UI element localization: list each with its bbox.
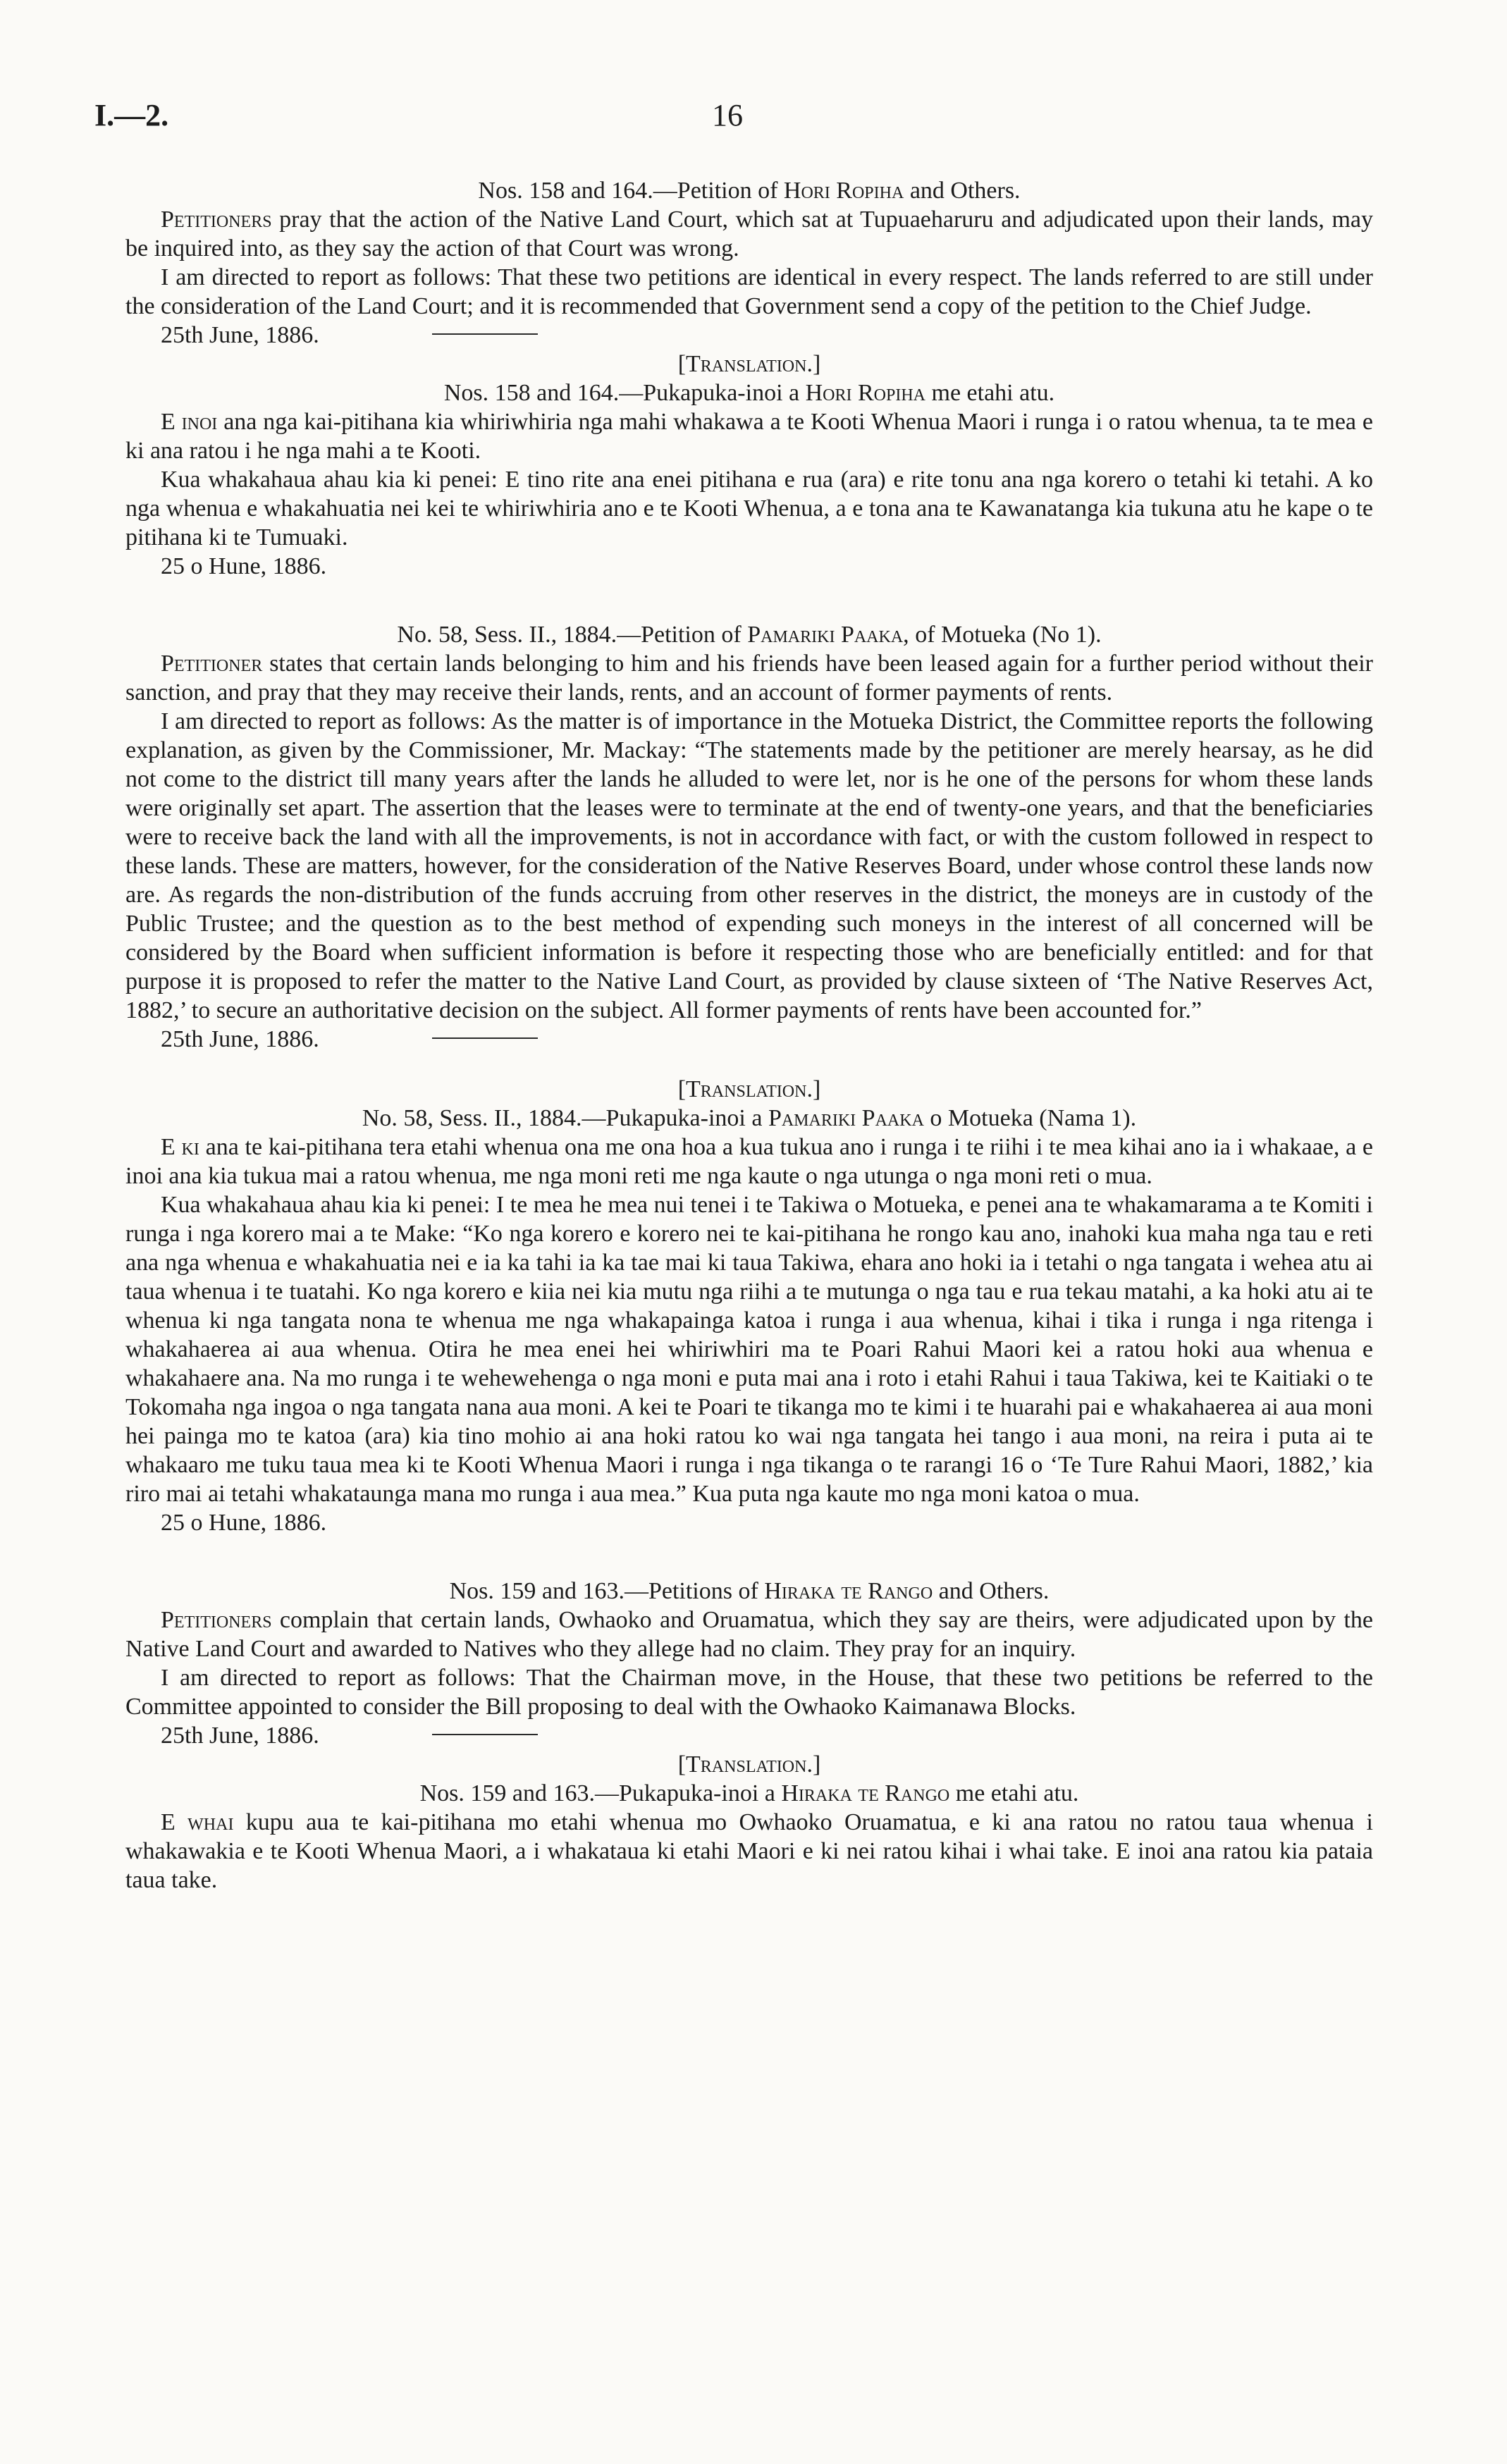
heading-suffix: o Motueka (Nama 1). <box>930 1105 1137 1131</box>
translation-report-paragraph: Kua whakahaua ahau kia ki penei: I te mea he mea nui tenei i te Takiwa o Motueka, e penei ana te whakamarama a te Komiti i runga i nga korero mai a te Make: “Ko nga korero e korero nei te kai-pitihana he rongo kau ano, inahoki kua maha nga tau e reti ana nga whenua e whakahuatia nei e ia ka tahi ia ka tae mai ki taua Takiwa, ehara ano hoki ia i tetahi o nga tangata i wehea atu ai taua whenua i te tuatahi. Ko nga korero e kiia nei kia mutu nga riihi a te mutunga o nga tau e rua tekau matahi, a ka hoki atu ai te whenua ki nga tangata nona te whenua me nga whakapainga katoa i runga i aua whenua, kihai i tika i runga i nga ritenga i whakahaerea ai aua whenua. Otira he mea enei hei whiriwhiri ma te Poari Rahui Maori kei a ratou hoki aua whenua e whakahaere ana. Na mo runga i te wehewehenga o nga moni e puta mai ana i roto i etahi Rahui i taua Takiwa, kei te Kaitiaki o te Tokomaha nga ingoa o nga tangata nana aua moni. A kei te Poari te tikanga mo te kimi i te huarahi pai e whakahaerea ai aua moni hei painga mo te katoa (ara) kia tino mohio ai ana hoki ratou ko wai nga tangata hei tango i aua moni, na reira i puta ai te whakaaro me tuku taua mea ki te Kooti Whenua Maori i runga i nga tikanga o te rarangi 16 o ‘Te Ture Rahui Maori, 1882,’ kia riro mai ai tetahi whakataunga mana mo runga i aua mea.” Kua puta nga kaute mo nga moni katoa o mua. <box>125 1192 1373 1507</box>
lead-word: Petitioners <box>161 1607 272 1633</box>
lead-word: Petitioner <box>161 651 263 677</box>
report-paragraph: I am directed to report as follows: That these two petitions are identical in every respect. The lands referred to are still under the consideration of the Land Court; and it is recommended that Government send a copy of the petition to the Chief Judge. <box>125 264 1373 319</box>
paragraph-text: complain that certain lands, Owhaoko and Oruamatua, which they say are theirs, were adjudicated upon by the Native Land Court and awarded to Natives who they allege had no claim. They pray for an inquiry. <box>125 1607 1373 1662</box>
heading-suffix: of Motueka (No 1). <box>915 622 1102 648</box>
paragraph-text: pray that the action of the Native Land Court, which sat at Tupuaeharuru and adjudicated upon their lands, may be inquired into, as they say the action of that Court was wrong. <box>125 207 1373 261</box>
petition-section-3 <box>125 1577 1373 1895</box>
section-gap <box>125 581 1373 620</box>
document-body <box>125 176 1373 1895</box>
report-paragraph: I am directed to report as follows: As the matter is of importance in the Motueka District, the Committee reports the following explanation, as given by the Commissioner, Mr. Mackay: “The statements made by the petitioner are merely hearsay, as he did not come to the district till many years after the lands he alluded to were let, nor is he one of the persons for whom these lands were originally set apart. The assertion that the leases were to terminate at the end of twenty-one years, and that the beneficiaries were to receive back the land with all the improvements, is not in accordance with fact, or with the custom followed in respect to these lands. These are matters, however, for the consideration of the Native Reserves Board, under whose control these lands now are. As regards the non-distribution of the funds accruing from other reserves in the district, the moneys are in custody of the Public Trustee; and the question as to the best method of expending such moneys in the interest of all concerned will be considered by the Board when sufficient information is before it respecting those who are beneficially entitled: and for that purpose it is proposed to refer the matter to the Native Land Court, as provided by clause sixteen of ‘The Native Reserves Act, 1882,’ to secure an authoritative decision on the subject. All former payments of rents have been accounted for.” <box>125 708 1373 1023</box>
heading-text: Nos. 159 and 163.—Pukapuka-inoi a <box>419 1780 775 1806</box>
date-text: 25th June, 1886. <box>161 1723 319 1749</box>
heading-suffix: and Others. <box>938 1578 1050 1604</box>
heading-suffix: and Others. <box>909 178 1021 204</box>
translation-date: 25 o Hune, 1886. <box>161 553 327 579</box>
lead-word: E whai <box>161 1809 234 1835</box>
lead-word: E ki <box>161 1134 199 1160</box>
translation-paragraph <box>125 1133 1373 1190</box>
report-date <box>161 1025 1373 1054</box>
petition-paragraph <box>125 1606 1373 1663</box>
section-gap <box>125 1537 1373 1577</box>
translation-heading <box>125 378 1373 407</box>
page-header <box>0 97 1507 140</box>
heading-text: Nos. 159 and 163.—Petitions of <box>449 1578 758 1604</box>
translation-heading <box>125 1779 1373 1808</box>
petition-paragraph <box>125 205 1373 263</box>
section-heading <box>125 1577 1373 1606</box>
divider-rule <box>432 1037 538 1039</box>
translation-label: [Translation.] <box>677 1076 821 1102</box>
translation-paragraph <box>125 407 1373 465</box>
date-text: 25th June, 1886. <box>161 1026 319 1052</box>
report-paragraph: I am directed to report as follows: That the Chairman move, in the House, that these two petitions be referred to the Committee appointed to consider the Bill proposing to deal with the Owhaoko Kaimanawa Blocks. <box>125 1665 1373 1720</box>
translation-report-paragraph: Kua whakahaua ahau kia ki penei: E tino rite ana enei pitihana e rua (ara) e rite tonu ana nga korero o tetahi ki tetahi. A ko nga whenua e whakahuatia nei kei te whiriwhiria ano e te Kooti Whenua, a e tona ana te Kawanatanga kia tukuna atu he kape o te pitihana ki te Tumuaki. <box>125 467 1373 550</box>
paragraph-text: kupu aua te kai-pitihana mo etahi whenua mo Owhaoko Oruamatua, e ki ana ratou no ratou taua whenua i whakawakia e te Kooti Whenua Maori, a i whakataua ki etahi Maori e ki nei ratou kihai i whai take. E inoi ana ratou kia pataia taua take. <box>125 1809 1373 1893</box>
date-text: 25th June, 1886. <box>161 322 319 348</box>
petitioner-name: Pamariki Paaka <box>768 1105 924 1131</box>
translation-label: [Translation.] <box>677 351 821 377</box>
heading-suffix: me etahi atu. <box>931 380 1055 406</box>
lead-word: E inoi <box>161 409 218 435</box>
heading-text: Nos. 158 and 164.—Pukapuka-inoi a <box>443 380 800 406</box>
paragraph-text: ana te kai-pitihana tera etahi whenua ona me ona hoa a kua tukua ano i runga i te riihi i te mea kihai ano ia i whakaae, a e inoi ana kia tukua mai a ratou whenua, me nga moni reti me nga kaute o nga utunga o nga moni reti o mua. <box>125 1134 1374 1189</box>
petitioner-name: Hori Ropiha <box>783 178 904 204</box>
heading-text: No. 58, Sess. II., 1884.—Petition of <box>397 622 742 648</box>
petitioner-name: Hori Ropiha <box>805 380 926 406</box>
translation-date: 25 o Hune, 1886. <box>161 1510 327 1536</box>
translation-heading <box>125 1104 1373 1133</box>
paragraph-text: states that certain lands belonging to him and his friends have been leased again for a further period without their sanction, and pray that they may receive their lands, rents, and an account of former payments of rents. <box>125 651 1373 706</box>
section-heading <box>125 176 1373 205</box>
petition-section-2 <box>125 620 1373 1537</box>
petitioner-name: Pamariki Paaka, <box>747 622 909 648</box>
heading-suffix: me etahi atu. <box>955 1780 1079 1806</box>
section-heading <box>125 620 1373 649</box>
report-date <box>161 1721 1373 1750</box>
divider-rule <box>432 333 538 335</box>
page-reference: I.—2. <box>94 98 169 133</box>
petitioner-name: Hiraka te Rango <box>781 1780 950 1806</box>
heading-text: Nos. 158 and 164.—Petition of <box>478 178 778 204</box>
report-date <box>161 321 1373 350</box>
petition-section-1 <box>125 176 1373 581</box>
paragraph-text: ana nga kai-pitihana kia whiriwhiria nga mahi whakawa a te Kooti Whenua Maori i runga i o ratou whenua, ta te mea e ki ana ratou i he nga mahi a te Kooti. <box>125 409 1373 464</box>
petition-paragraph <box>125 649 1373 707</box>
petitioner-name: Hiraka te Rango <box>764 1578 933 1604</box>
heading-text: No. 58, Sess. II., 1884.—Pukapuka-inoi a <box>362 1105 763 1131</box>
divider-rule <box>432 1734 538 1735</box>
spacer <box>125 1054 1373 1075</box>
lead-word: Petitioners <box>161 207 272 233</box>
translation-paragraph <box>125 1808 1373 1895</box>
page-number: 16 <box>712 98 743 133</box>
translation-label: [Translation.] <box>677 1751 821 1778</box>
